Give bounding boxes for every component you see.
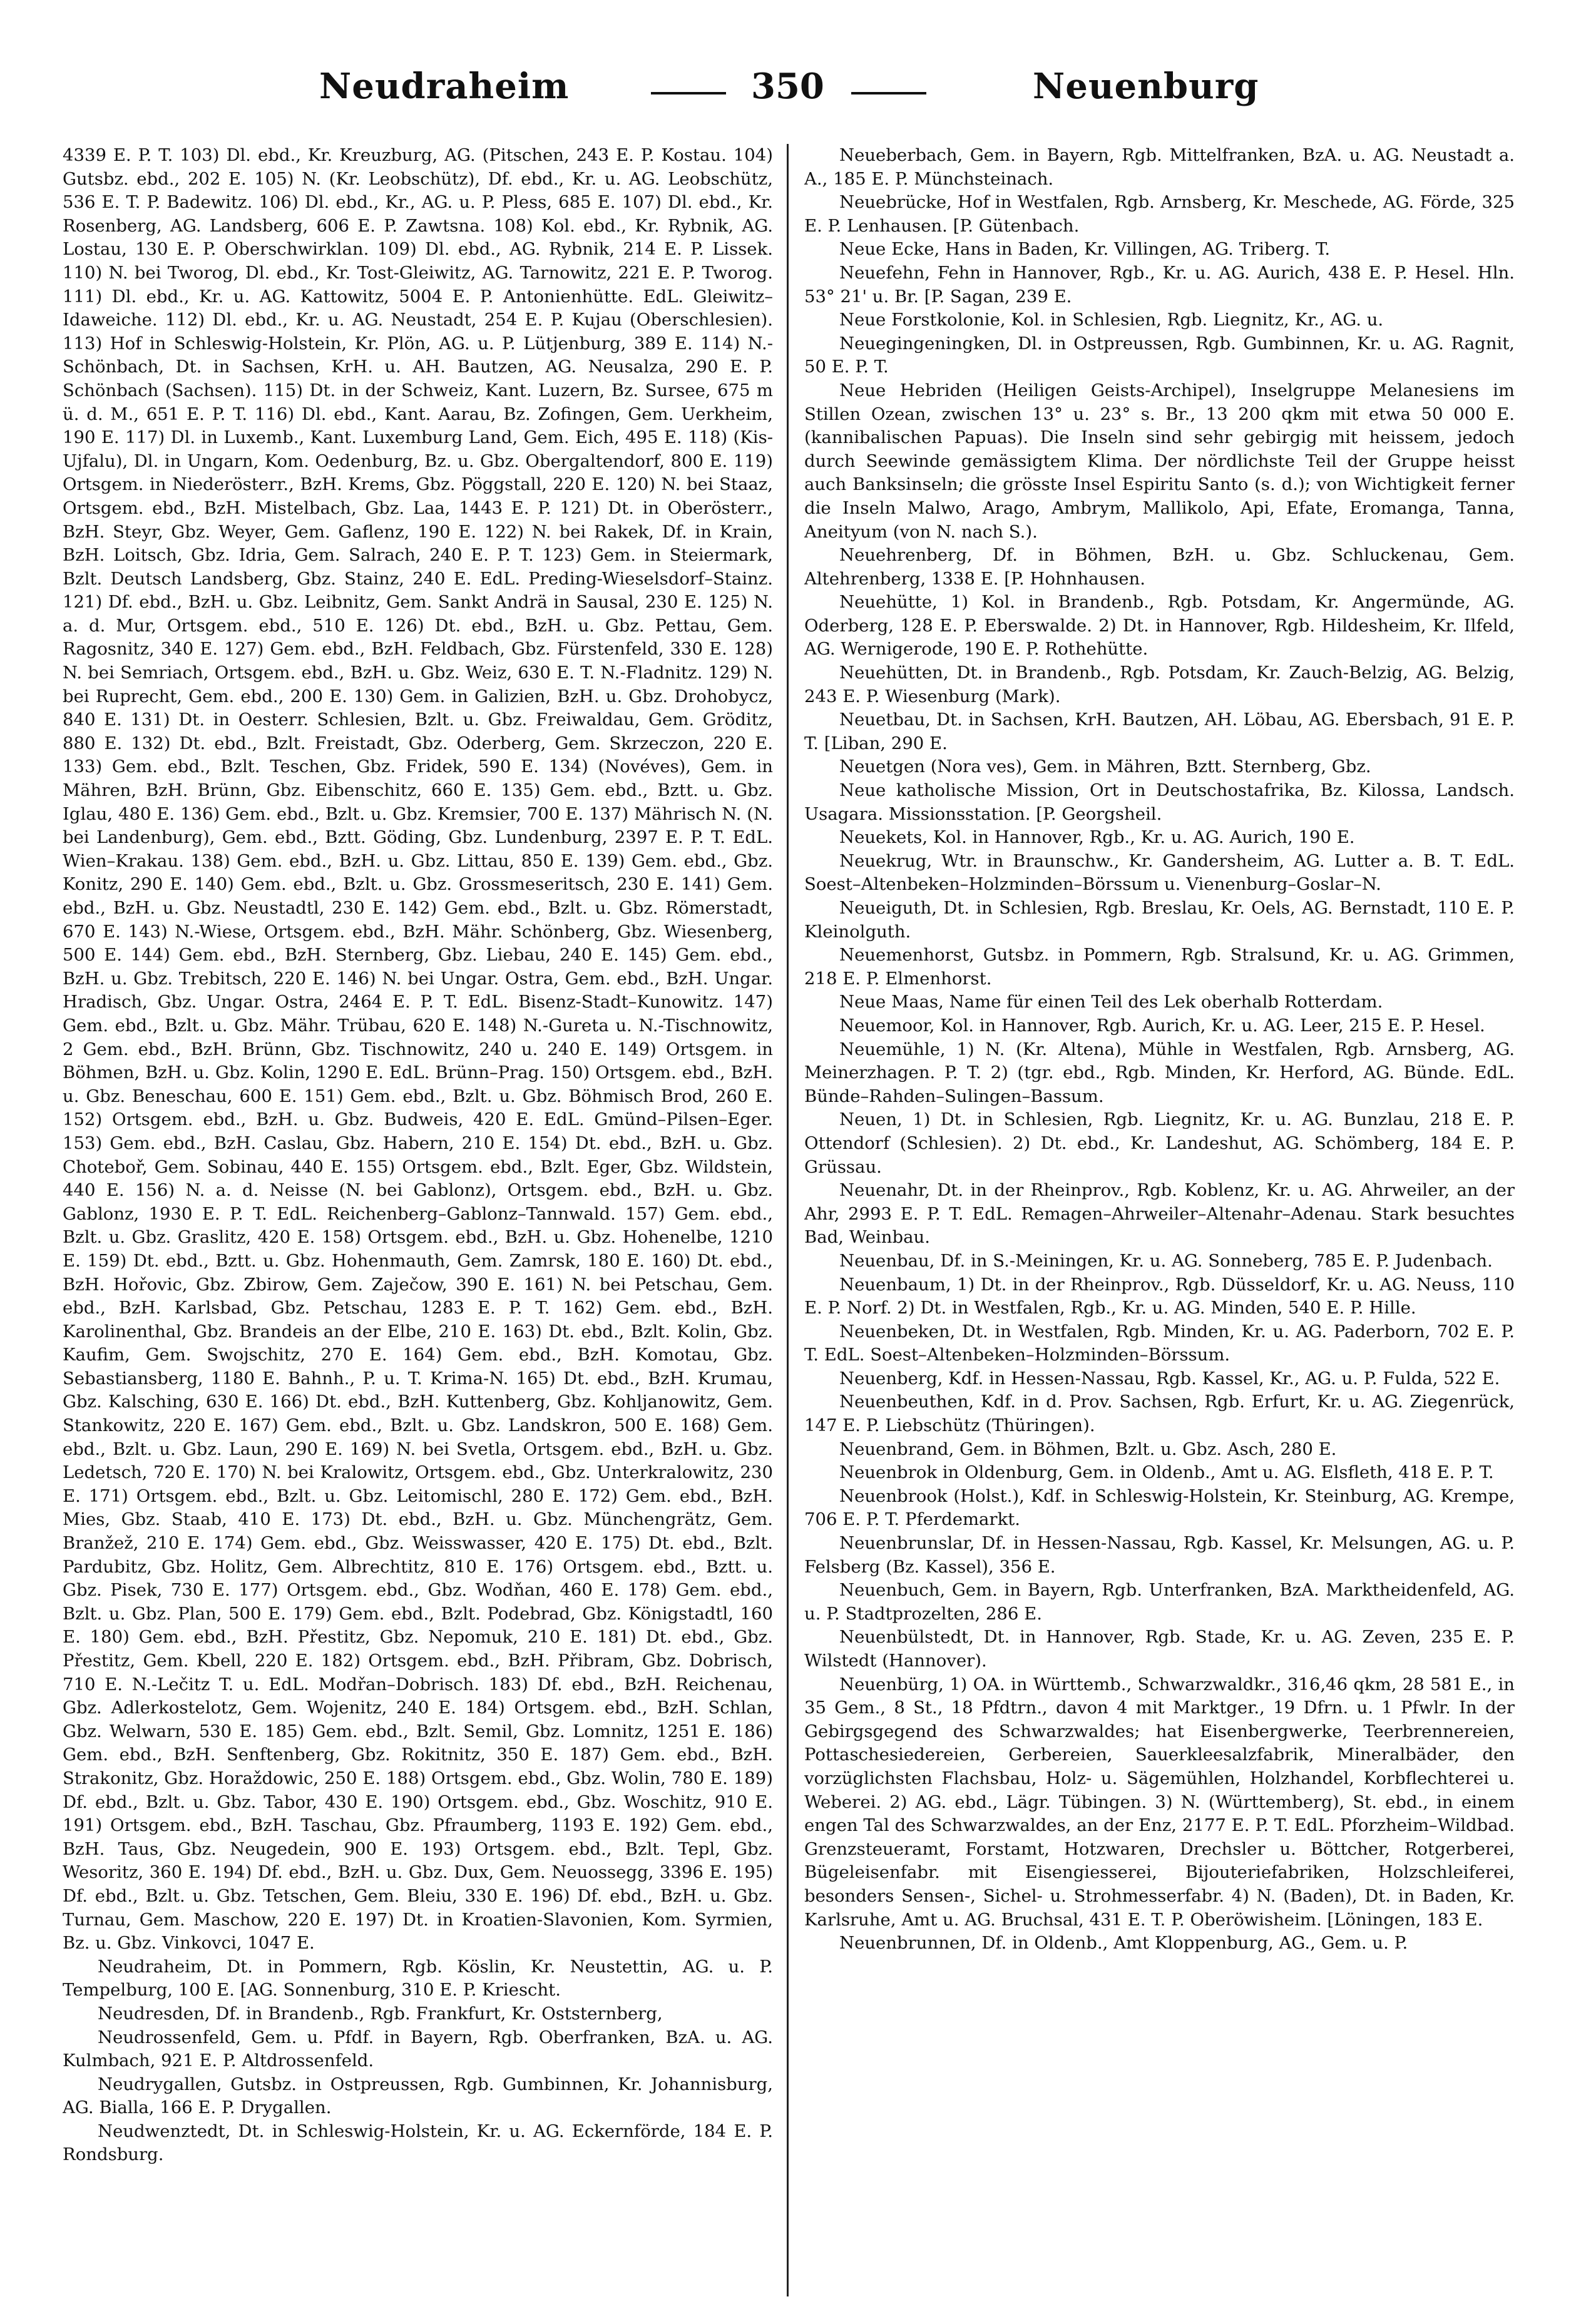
entry-paragraph: Neuen, 1) Dt. in Schlesien, Rgb. Liegnitz, Kr. u. AG. Bunzlau, 218 E. P. Ottendorf (Schlesien). 2) Dt. ebd., Kr. Landeshut, AG. Schömberg, 184 E. P. Grüssau. [804,1109,1515,1177]
entry-paragraph: Neuenbürg, 1) OA. in Württemb., Schwarzwaldkr., 316,46 qkm, 28 581 E., in 35 Gem., 8 St., 18 Pfdtrn., davon 4 mit Marktger., 19 Dfrn. u. 1 Pfwlr. In der Gebirgsgegend des Schwarzwaldes; hat Eisenbergwerke, Teerbrennereien, Pottaschesiedereien, Gerbereien, Sauerkleesalzfabrik, Mineralbäder, den vorzüglichsten Flachsbau, Holz- u. Sägemühlen, Holzhandel, Korbflechterei u. Weberei. 2) AG. ebd., Lägr. Tübingen. 3) N. (Württemberg), St. ebd., in einem engen Tal des Schwarzwaldes, an der Enz, 2177 E. P. T. EdL. Pforzheim–Wildbad. Grenzsteueramt, Forstamt, Hotzwaren, Drechsler u. Böttcher, Rotgerberei, Bügeleisenfabr. mit Eisengiesserei, Bijouteriefabriken, Holzschleiferei, besonders Sensen-, Sichel- u. Strohmesserfabr. 4) N. (Baden), Dt. in Baden, Kr. Karlsruhe, Amt u. AG. Bruchsal, 431 E. T. P. Oberöwisheim. [Löningen, 183 E. [804,1674,1515,1930]
entry-paragraph: Neuebrücke, Hof in Westfalen, Rgb. Arnsberg, Kr. Meschede, AG. Förde, 325 E. P. Lenhausen. [P. Gütenbach. [804,192,1515,236]
page-header [56,59,1525,135]
entry-paragraph: Neuehütten, Dt. in Brandenb., Rgb. Potsdam, Kr. Zauch-Belzig, AG. Belzig, 243 E. P. Wiesenburg (Mark). [804,663,1515,706]
entry-paragraph: Neuenbrand, Gem. in Böhmen, Bzlt. u. Gbz. Asch, 280 E. [839,1439,1337,1459]
entry-paragraph: Neuenbeken, Dt. in Westfalen, Rgb. Minden, Kr. u. AG. Paderborn, 702 E. P. T. EdL. Soest–Altenbeken–Holzminden–Börssum. [804,1321,1515,1365]
entry-paragraph: Neuenberg, Kdf. in Hessen-Nassau, Rgb. Kassel, Kr., AG. u. P. Fulda, 522 E. [839,1368,1500,1389]
entry-paragraph: Neudraheim, Dt. in Pommern, Rgb. Köslin, Kr. Neustettin, AG. u. P. Tempelburg, 100 E. [AG. Sonnenburg, 310 E. P. Kriescht. [63,1956,773,2000]
entry-paragraph: Neuekets, Kol. in Hannover, Rgb., Kr. u. AG. Aurich, 190 E. [839,827,1355,848]
entry-paragraph: Neuenbaum, 1) Dt. in der Rheinprov., Rgb. Düsseldorf, Kr. u. AG. Neuss, 110 E. P. Norf. 2) Dt. in Westfalen, Rgb., Kr. u. AG. Minden, 540 E. P. Hille. [804,1274,1515,1318]
entry-paragraph: Neuenbrunnen, Df. in Oldenb., Amt Kloppenburg, AG., Gem. u. P. [839,1933,1408,1954]
header-rule-left [651,92,726,94]
entry-paragraph: Neue Maas, Name für einen Teil des Lek oberhalb Rotterdam. [839,992,1383,1012]
entry-paragraph: Neudrygallen, Gutsbz. in Ostpreussen, Rgb. Gumbinnen, Kr. Johannisburg, AG. Bialla, 166 E. P. Drygallen. [63,2074,773,2118]
entry-paragraph: Neue Hebriden (Heiligen Geists-Archipel), Inselgruppe Melanesiens im Stillen Ozean, zwischen 13° u. 23° s. Br., 13 200 qkm mit etwa 50 000 E. (kannibalischen Papuas). Die Inseln sind sehr gebirgig mit heissem, jedoch durch Seewinde gemässigtem Klima. Der nördlichste Teil der Gruppe heisst auch Banksinseln; die grösste Insel Espiritu Santo (s. d.); von Wichtigkeit ferner die Inseln Malwo, Arago, Ambrym, Mallikolo, Api, Efate, Eromanga, Tanna, Aneityum (von N. nach S.). [804,380,1515,542]
entry-paragraph: 4339 E. P. T. 103) Dl. ebd., Kr. Kreuzburg, AG. (Pitschen, 243 E. P. Kostau. 104) Gutsbz. ebd., 202 E. 105) N. (Kr. Leobschütz), Df. ebd., Kr. u. AG. Leobschütz, 536 E. T. P. Badewitz. 106) Dl. ebd., Kr., AG. u. P. Pless, 685 E. 107) Dl. ebd., Kr. Rosenberg, AG. Landsberg, 606 E. P. Zawtsna. 108) Kol. ebd., Kr. Rybnik, AG. Lostau, 130 E. P. Oberschwirklan. 109) Dl. ebd., AG. Rybnik, 214 E. P. Lissek. 110) N. bei Tworog, Dl. ebd., Kr. Tost-Gleiwitz, AG. Tarnowitz, 221 E. P. Tworog. 111) Dl. ebd., Kr. u. AG. Kattowitz, 5004 E. P. Antonienhütte. EdL. Gleiwitz–Idaweiche. 112) Dl. ebd., Kr. u. AG. Neustadt, 254 E. P. Kujau (Oberschlesien). 113) Hof in Schleswig-Holstein, Kr. Plön, AG. u. P. Lütjenburg, 389 E. 114) N.-Schönbach, Dt. in Sachsen, KrH. u. AH. Bautzen, AG. Neusalza, 290 E. P. Schönbach (Sachsen). 115) Dt. in der Schweiz, Kant. Luzern, Bz. Sursee, 675 m ü. d. M., 651 E. P. T. 116) Dl. ebd., Kant. Aarau, Bz. Zofingen, Gem. Uerkheim, 190 E. 117) Dl. in Luxemb., Kant. Luxemburg Land, Gem. Eich, 495 E. 118) (Kis-Ujfalu), Dl. in Ungarn, Kom. Oedenburg, Bz. u. Gbz. Obergaltendorf, 800 E. 119) Ortsgem. in Niederösterr., BzH. Krems, Gbz. Pöggstall, 220 E. 120) N. bei Staaz, Ortsgem. ebd., BzH. Mistelbach, Gbz. Laa, 1443 E. P. 121) Dt. in Oberösterr., BzH. Steyr, Gbz. Weyer, Gem. Gaflenz, 190 E. 122) N. bei Rakek, Df. in Krain, BzH. Loitsch, Gbz. Idria, Gem. Salrach, 240 E. P. T. 123) Gem. in Steiermark, Bzlt. Deutsch Landsberg, Gbz. Stainz, 240 E. EdL. Preding-Wieselsdorf–Stainz. 121) Df. ebd., BzH. u. Gbz. Leibnitz, Gem. Sankt Andrä in Sausal, 230 E. 125) N. a. d. Mur, Ortsgem. ebd., 510 E. 126) Dt. ebd., BzH. u. Gbz. Pettau, Gem. Ragosnitz, 340 E. 127) Gem. ebd., BzH. Feldbach, Gbz. Fürstenfeld, 330 E. 128) N. bei Semriach, Ortsgem. ebd., BzH. u. Gbz. Weiz, 630 E. T. N.-Fladnitz. 129) N. bei Ruprecht, Gem. ebd., 200 E. 130) Gem. in Galizien, BzH. u. Gbz. Drohobycz, 840 E. 131) Dt. in Oesterr. Schlesien, Bzlt. u. Gbz. Freiwaldau, Gem. Gröditz, 880 E. 132) Dt. ebd., Bzlt. Freistadt, Gbz. Oderberg, Gem. Skrzeczon, 220 E. 133) Gem. ebd., Bzlt. Teschen, Gbz. Fridek, 590 E. 134) (Novéves), Gem. in Mähren, BzH. Brünn, Gbz. Eibenschitz, 660 E. 135) Gem. ebd., Bztt. u. Gbz. Iglau, 480 E. 136) Gem. ebd., Bzlt. u. Gbz. Kremsier, 700 E. 137) Mährisch N. (N. bei Landenburg), Gem. ebd., Bztt. Göding, Gbz. Lundenburg, 2397 E. P. T. EdL. Wien–Krakau. 138) Gem. ebd., BzH. u. Gbz. Littau, 850 E. 139) Gem. ebd., Gbz. Konitz, 290 E. 140) Gem. ebd., Bzlt. u. Gbz. Grossmeseritsch, 230 E. 141) Gem. ebd., BzH. u. Gbz. Neustadtl, 230 E. 142) Gem. ebd., Bzlt. u. Gbz. Römerstadt, 670 E. 143) N.-Wiese, Ortsgem. ebd., BzH. Mähr. Schönberg, Gbz. Wiesenberg, 500 E. 144) Gem. ebd., BzH. Sternberg, Gbz. Liebau, 240 E. 145) Gem. ebd., BzH. u. Gbz. Trebitsch, 220 E. 146) N. bei Ungar. Ostra, Gem. ebd., BzH. Ungar. Hradisch, Gbz. Ungar. Ostra, 2464 E. P. T. EdL. Bisenz-Stadt–Kunowitz. 147) Gem. ebd., Bzlt. u. Gbz. Mähr. Trübau, 620 E. 148) N.-Gureta u. N.-Tischnowitz, 2 Gem. ebd., BzH. Brünn, Gbz. Tischnowitz, 240 u. 240 E. 149) Ortsgem. in Böhmen, BzH. u. Gbz. Kolin, 1290 E. EdL. Brünn–Prag. 150) Ortsgem. ebd., BzH. u. Gbz. Beneschau, 600 E. 151) Gem. ebd., Bzlt. u. Gbz. Böhmisch Brod, 260 E. 152) Ortsgem. ebd., BzH. u. Gbz. Budweis, 420 E. EdL. Gmünd–Pilsen–Eger. 153) Gem. ebd., BzH. Caslau, Gbz. Habern, 210 E. 154) Dt. ebd., BzH. u. Gbz. Choteboř, Gem. Sobinau, 440 E. 155) Ortsgem. ebd., Bzlt. Eger, Gbz. Wildstein, 440 E. 156) N. a. d. Neisse (N. bei Gablonz), Ortsgem. ebd., BzH. u. Gbz. Gablonz, 1930 E. P. T. EdL. Reichenberg–Gablonz–Tannwald. 157) Gem. ebd., Bzlt. u. Gbz. Graslitz, 420 E. 158) Ortsgem. ebd., BzH. u. Gbz. Hohenelbe, 1210 E. 159) Dt. ebd., Bztt. u. Gbz. Hohenmauth, Gem. Zamrsk, 180 E. 160) Dt. ebd., BzH. Hořovic, Gbz. Zbirow, Gem. Zaječow, 390 E. 161) N. bei Petschau, Gem. ebd., BzH. Karlsbad, Gbz. Petschau, 1283 E. P. T. 162) Gem. ebd., BzH. Karolinenthal, Gbz. Brandeis an der Elbe, 210 E. 163) Dt. ebd., Bzlt. Kolin, Gbz. Kaufim, Gem. Swojschitz, 270 E. 164) Gem. ebd., BzH. Komotau, Gbz. Sebastiansberg, 1180 E. Bahnh., P. u. T. Krima-N. 165) Dt. ebd., BzH. Krumau, Gbz. Kalsching, 630 E. 166) Dt. ebd., BzH. Kuttenberg, Gbz. Kohljanowitz, Gem. Stankowitz, 220 E. 167) Gem. ebd., Bzlt. u. Gbz. Landskron, 500 E. 168) Gem. ebd., Bzlt. u. Gbz. Laun, 290 E. 169) N. bei Svetla, Ortsgem. ebd., BzH. u. Gbz. Ledetsch, 720 E. 170) N. bei Kralowitz, Ortsgem. ebd., Gbz. Unterkralowitz, 230 E. 171) Ortsgem. ebd., Bzlt. u. Gbz. Leitomischl, 280 E. 172) Gem. ebd., BzH. Mies, Gbz. Staab, 410 E. 173) Dt. ebd., BzH. u. Gbz. Münchengrätz, Gem. Branžež, 210 E. 174) Gem. ebd., Gbz. Weisswasser, 420 E. 175) Dt. ebd., Bzlt. Pardubitz, Gbz. Holitz, Gem. Albrechtitz, 810 E. 176) Ortsgem. ebd., Bztt. u. Gbz. Pisek, 730 E. 177) Ortsgem. ebd., Gbz. Wodňan, 460 E. 178) Gem. ebd., Bzlt. u. Gbz. Plan, 500 E. 179) Gem. ebd., Bzlt. Podebrad, Gbz. Königstadtl, 160 E. 180) Gem. ebd., BzH. Přestitz, Gbz. Nepomuk, 210 E. 181) Dt. ebd., Gbz. Přestitz, Gem. Kbell, 220 E. 182) Ortsgem. ebd., BzH. Přibram, Gbz. Dobrisch, 710 E. N.-Lečitz T. u. EdL. Modřan–Dobrisch. 183) Df. ebd., BzH. Reichenau, Gbz. Adlerkostelotz, Gem. Wojenitz, 240 E. 184) Ortsgem. ebd., BzH. Schlan, Gbz. Welwarn, 530 E. 185) Gem. ebd., Bzlt. Semil, Gbz. Lomnitz, 1251 E. 186) Gem. ebd., BzH. Senftenberg, Gbz. Rokitnitz, 350 E. 187) Gem. ebd., BzH. Strakonitz, Gbz. Horaždowic, 250 E. 188) Ortsgem. ebd., Gbz. Wolin, 780 E. 189) Df. ebd., Bzlt. u. Gbz. Tabor, 430 E. 190) Ortsgem. ebd., Gbz. Woschitz, 910 E. 191) Ortsgem. ebd., BzH. Taschau, Gbz. Pfraumberg, 1193 E. 192) Gem. ebd., BzH. Taus, Gbz. Neugedein, 900 E. 193) Ortsgem. ebd., Bzlt. Tepl, Gbz. Wesoritz, 360 E. 194) Df. ebd., BzH. u. Gbz. Dux, Gem. Neuossegg, 3396 E. 195) Df. ebd., Bzlt. u. Gbz. Tetschen, Gem. Bleiu, 330 E. 196) Df. ebd., BzH. u. Gbz. Turnau, Gem. Maschow, 220 E. 197) Dt. in Kroatien-Slavonien, Kom. Syrmien, Bz. u. Gbz. Vinkovci, 1047 E. [63,145,773,1954]
entry-paragraph: Neuenbrunslar, Df. in Hessen-Nassau, Rgb. Kassel, Kr. Melsungen, AG. u. P. Felsberg (Bz. Kassel), 356 E. [804,1533,1515,1577]
entry-paragraph: Neueberbach, Gem. in Bayern, Rgb. Mittelfranken, BzA. u. AG. Neustadt a. A., 185 E. P. Münchsteinach. [804,145,1515,189]
entry-paragraph: Neudresden, Df. in Brandenb., Rgb. Frankfurt, Kr. Oststernberg, [98,2003,663,2024]
entry-paragraph: Neuenbrok in Oldenburg, Gem. in Oldenb., Amt u. AG. Elsfleth, 418 E. P. T. [839,1462,1494,1483]
entry-paragraph: Neuemühle, 1) N. (Kr. Altena), Mühle in Westfalen, Rgb. Arnsberg, AG. Meinerzhagen. P. T. 2) (tgr. ebd., Rgb. Minden, Kr. Herford, AG. Bünde. EdL. Bünde–Rahden–Sulingen–Bassum. [804,1039,1515,1106]
column-divider [787,144,789,2296]
entry-paragraph: Neuetbau, Dt. in Sachsen, KrH. Bautzen, AH. Löbau, AG. Ebersbach, 91 E. P. T. [Liban, 290 E. [804,710,1515,753]
right-column [804,144,1515,2296]
entry-paragraph: Neuenbuch, Gem. in Bayern, Rgb. Unterfranken, BzA. Marktheidenfeld, AG. u. P. Stadtprozelten, 286 E. [804,1580,1515,1624]
entry-paragraph: Neuenahr, Dt. in der Rheinprov., Rgb. Koblenz, Kr. u. AG. Ahrweiler, an der Ahr, 2993 E. P. T. EdL. Remagen–Ahrweiler–Altenahr–Adenau. Stark besuchtes Bad, Weinbau. [804,1180,1515,1248]
entry-paragraph: Neuenbrook (Holst.), Kdf. in Schleswig-Holstein, Kr. Steinburg, AG. Krempe, 706 E. P. T. Pferdemarkt. [804,1486,1515,1530]
header-last-entry: Neuenburg [1033,66,1259,107]
entry-paragraph: Neueiguth, Dt. in Schlesien, Rgb. Breslau, Kr. Oels, AG. Bernstadt, 110 E. P. Kleinolguth. [804,898,1515,942]
entry-paragraph: Neuemoor, Kol. in Hannover, Rgb. Aurich, Kr. u. AG. Leer, 215 E. P. Hesel. [839,1015,1485,1036]
entry-paragraph: Neuetgen (Nora ves), Gem. in Mähren, Bztt. Sternberg, Gbz. [839,757,1371,777]
entry-paragraph: Neuemenhorst, Gutsbz. in Pommern, Rgb. Stralsund, Kr. u. AG. Grimmen, 218 E. P. Elmenhorst. [804,945,1515,989]
entry-paragraph: Neuehütte, 1) Kol. in Brandenb., Rgb. Potsdam, Kr. Angermünde, AG. Oderberg, 128 E. P. Eberswalde. 2) Dt. in Hannover, Rgb. Hildesheim, Kr. Ilfeld, AG. Wernigerode, 190 E. P. Rothehütte. [804,592,1515,660]
entry-paragraph: Neuegingeningken, Dl. in Ostpreussen, Rgb. Gumbinnen, Kr. u. AG. Ragnit, 50 E. P. T. [804,333,1515,377]
entry-paragraph: Neue katholische Mission, Ort in Deutschostafrika, Bz. Kilossa, Landsch. Usagara. Missionsstation. [P. Georgsheil. [804,780,1515,824]
entry-paragraph: Neuehrenberg, Df. in Böhmen, BzH. u. Gbz. Schluckenau, Gem. Altehrenberg, 1338 E. [P. Hohnhausen. [804,545,1515,589]
header-rule-right [851,92,926,94]
entry-paragraph: Neudwenztedt, Dt. in Schleswig-Holstein, Kr. u. AG. Eckernförde, 184 E. P. Rondsburg. [63,2121,773,2165]
entry-paragraph: Neue Ecke, Hans in Baden, Kr. Villingen, AG. Triberg. T. [839,239,1331,260]
entry-paragraph: Neuenbülstedt, Dt. in Hannover, Rgb. Stade, Kr. u. AG. Zeven, 235 E. P. Wilstedt (Hannover). [804,1627,1515,1671]
entry-paragraph: Neudrossenfeld, Gem. u. Pfdf. in Bayern, Rgb. Oberfranken, BzA. u. AG. Kulmbach, 921 E. P. Altdrossenfeld. [63,2027,773,2071]
entry-paragraph: Neuenbeuthen, Kdf. in d. Prov. Sachsen, Rgb. Erfurt, Kr. u. AG. Ziegenrück, 147 E. P. Liebschütz (Thüringen). [804,1392,1515,1436]
entry-paragraph: Neuefehn, Fehn in Hannover, Rgb., Kr. u. AG. Aurich, 438 E. P. Hesel. Hln. 53° 21' u. Br. [P. Sagan, 239 E. [804,262,1515,307]
entry-paragraph: Neuenbau, Df. in S.-Meiningen, Kr. u. AG. Sonneberg, 785 E. P. Judenbach. [839,1250,1493,1271]
page-number: 350 [751,66,824,107]
entry-paragraph: Neue Forstkolonie, Kol. in Schlesien, Rgb. Liegnitz, Kr., AG. u. [839,310,1384,330]
header-first-entry: Neudraheim [319,66,570,107]
entry-paragraph: Neuekrug, Wtr. in Braunschw., Kr. Gandersheim, AG. Lutter a. B. T. EdL. Soest–Altenbeken–Holzminden–Börssum u. Vienenburg–Goslar–N. [804,850,1515,895]
left-column [63,144,773,2296]
